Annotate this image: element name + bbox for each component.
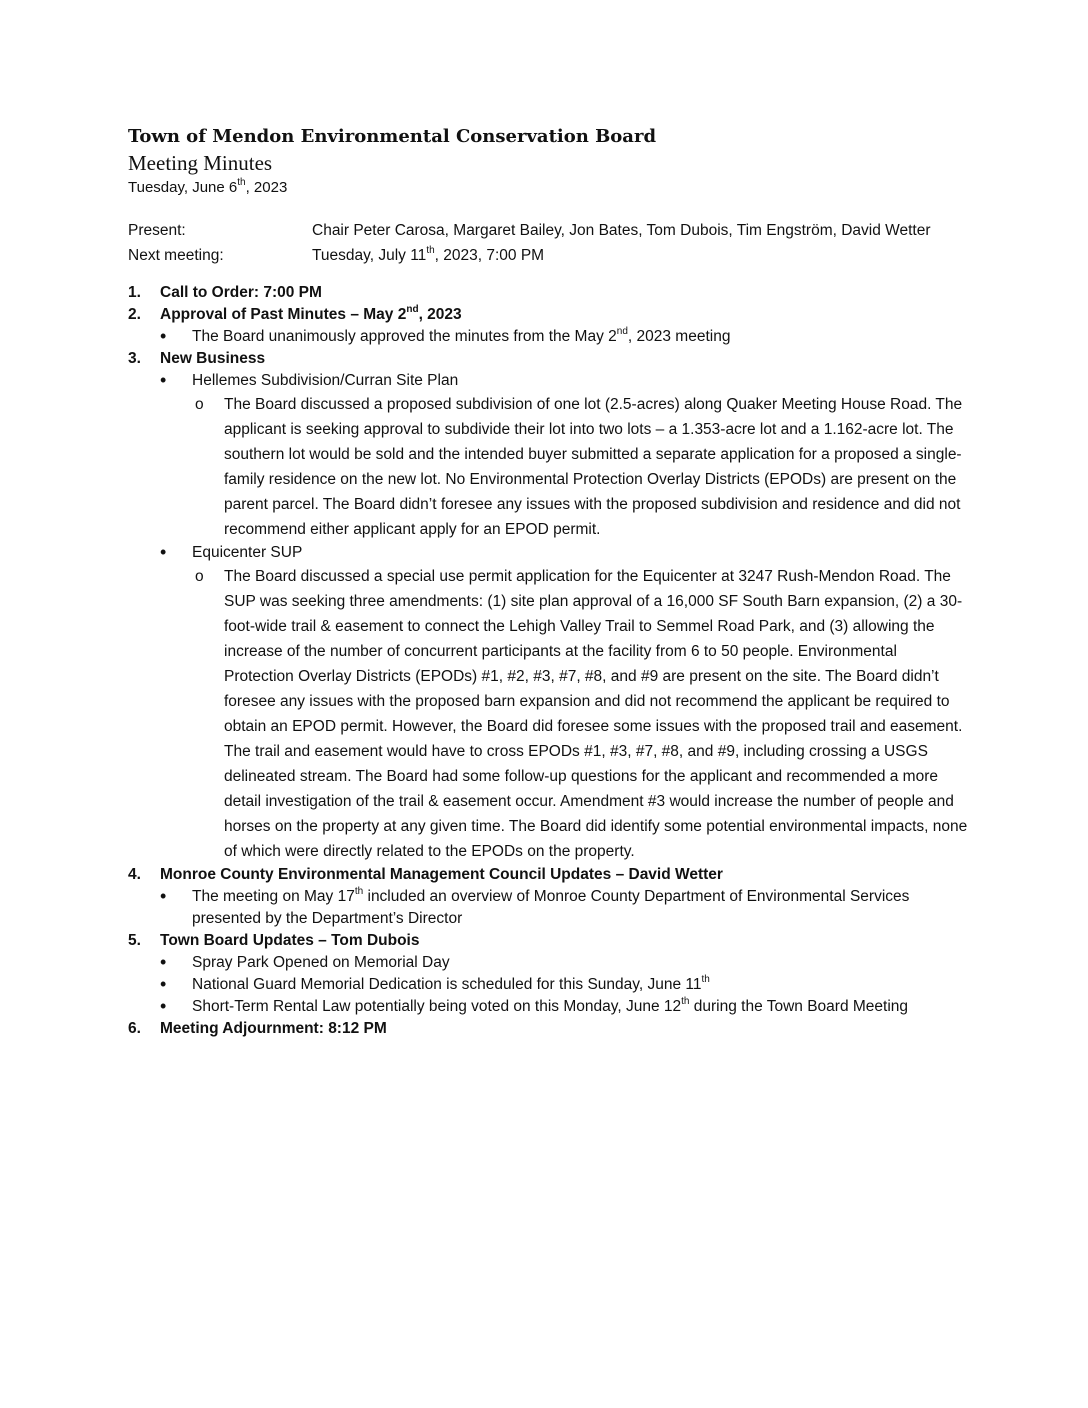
sub-list — [160, 564, 968, 864]
item-number: 6. — [128, 1020, 141, 1037]
bullet-item: Hellemes Subdivision/Curran Site Plan o The Board discussed a proposed subdivision of one lot (2.5-acres) along Quaker Meeting House Road. The applicant is seeking approval to subdivide their lot into two lots – a 1.353-acre lot and a 1.162-acre lot. The southern lot would be sold and the intended buyer submitted a separate application for a proposed a single-family residence on the new lot. No Environmental Protection Overlay Districts (EPODs) are present on the parent parcel. The Board didn’t foresee any issues with the proposed subdivision and residence and did not recommend either applicant apply for an EPOD permit. — [160, 370, 968, 542]
item-number: 3. — [128, 350, 141, 367]
item-heading: New Business — [160, 350, 266, 367]
item-heading: Monroe County Environmental Management Council Updates – David Wetter — [160, 866, 723, 883]
document-subtitle: Meeting Minutes — [128, 151, 273, 175]
agenda-list — [128, 282, 968, 1040]
agenda-item — [128, 930, 968, 1018]
bullet-item: The Board unanimously approved the minutes from the May 2nd, 2023 meeting — [192, 325, 731, 345]
item-number: 2. — [128, 306, 141, 323]
agenda-item — [128, 304, 968, 348]
item-number: 4. — [128, 866, 141, 883]
item-heading: Call to Order: 7:00 PM — [160, 284, 322, 301]
agenda-item — [128, 282, 968, 304]
sub-list — [160, 392, 968, 542]
attendance-block — [128, 218, 968, 268]
circle-bullet-icon: o — [195, 568, 204, 585]
sub-item: o The Board discussed a proposed subdivision of one lot (2.5-acres) along Quaker Meeting House Road. The applicant is seeking approval to subdivide their lot into two lots – a 1.353-acre lot and a 1.162-acre lot. The southern lot would be sold and the intended buyer submitted a separate application for a proposed a single-family residence on the new lot. No Environmental Protection Overlay Districts (EPODs) are present on the parent parcel. The Board didn’t foresee any issues with the proposed subdivision and residence and did not recommend either applicant apply for an EPOD permit. — [160, 392, 968, 542]
item-heading: Meeting Adjournment: 8:12 PM — [160, 1020, 387, 1037]
present-label: Present: — [128, 222, 186, 239]
bullet-item: Spray Park Opened on Memorial Day — [192, 954, 450, 971]
bullet-item: National Guard Memorial Dedication is scheduled for this Sunday, June 11th — [192, 973, 710, 993]
item-heading: Approval of Past Minutes – May 2nd, 2023 — [160, 303, 462, 323]
bullet-list — [160, 326, 968, 348]
agenda-item — [128, 1018, 968, 1040]
item-number: 5. — [128, 932, 141, 949]
bullet-list — [160, 952, 968, 1018]
bullet-item: Short-Term Rental Law potentially being voted on this Monday, June 12th during the Town Board Meeting — [192, 995, 909, 1015]
minutes-document — [128, 126, 968, 1040]
meeting-date: Tuesday, June 6th, 2023 — [128, 177, 288, 196]
bullet-item: Equicenter SUP o The Board discussed a special use permit application for the Equicenter at 3247 Rush-Mendon Road. The SUP was seeking three amendments: (1) site plan approval of a 16,000 SF South Barn expansion, (2) a 30-foot-wide trail & easement to connect the Lehigh Valley Trail to Semmel Road Park, and (3) allowing the increase of the number of concurrent participants at the facility from 6 to 50 people. Environmental Protection Overlay Districts (EPODs) #1, #2, #3, #7, #8, and #9 are present on the site. The Board didn’t foresee any issues with the proposed barn expansion and did not recommend the applicant be required to obtain an EPOD permit. However, the Board did foresee some issues with the proposed trail and easement. The trail and easement would have to cross EPODs #1, #3, #7, #8, and #9, including crossing a USGS delineated stream. The Board had some follow-up questions for the applicant and recommended a more detail investigation of the trail & easement occur. Amendment #3 would increase the number of people and horses on the property at any given time. The Board did identify some potential environmental impacts, none of which were directly related to the EPODs on the property. — [160, 542, 968, 864]
circle-bullet-icon: o — [195, 396, 204, 413]
sub-item: o The Board discussed a special use permit application for the Equicenter at 3247 Rush-Mendon Road. The SUP was seeking three amendments: (1) site plan approval of a 16,000 SF South Barn expansion, (2) a 30-foot-wide trail & easement to connect the Lehigh Valley Trail to Semmel Road Park, and (3) allowing the increase of the number of concurrent participants at the facility from 6 to 50 people. Environmental Protection Overlay Districts (EPODs) #1, #2, #3, #7, #8, and #9 are present on the site. The Board didn’t foresee any issues with the proposed barn expansion and did not recommend the applicant be required to obtain an EPOD permit. However, the Board did foresee some issues with the proposed trail and easement. The trail and easement would have to cross EPODs #1, #3, #7, #8, and #9, including crossing a USGS delineated stream. The Board had some follow-up questions for the applicant and recommended a more detail investigation of the trail & easement occur. Amendment #3 would increase the number of people and horses on the property at any given time. The Board did identify some potential environmental impacts, none of which were directly related to the EPODs on the property. — [160, 564, 968, 864]
bullet-list — [160, 370, 968, 864]
item-number: 1. — [128, 284, 141, 301]
item-heading: Town Board Updates – Tom Dubois — [160, 932, 420, 949]
bullet-list — [160, 886, 968, 930]
agenda-item — [128, 864, 968, 930]
document-title: Town of Mendon Environmental Conservation Board — [128, 126, 657, 147]
present-value: Chair Peter Carosa, Margaret Bailey, Jon Bates, Tom Dubois, Tim Engström, David Wetter — [312, 222, 931, 239]
next-meeting-label: Next meeting: — [128, 247, 224, 264]
next-meeting-value: Tuesday, July 11th, 2023, 7:00 PM — [312, 244, 545, 264]
agenda-item — [128, 348, 968, 864]
present-row — [128, 218, 968, 243]
bullet-item: The meeting on May 17th included an overview of Monroe County Department of Environmental Services presented by the Department’s Director — [192, 885, 910, 927]
next-meeting-row — [128, 243, 968, 268]
